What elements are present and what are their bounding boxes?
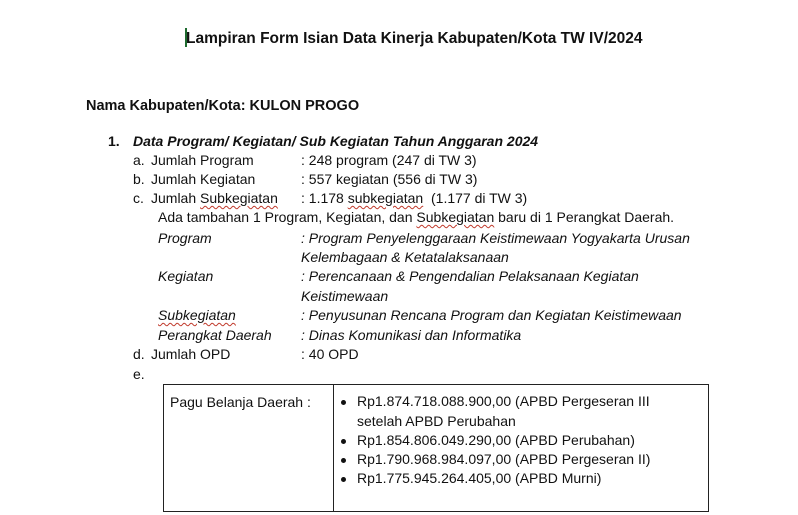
bullet-icon: [341, 477, 346, 482]
kabupaten-label: Nama Kabupaten/Kota: KULON PROGO: [86, 98, 360, 114]
perangkat-daerah-value: : Dinas Komunikasi dan Informatika: [301, 327, 522, 343]
item-d-label: Jumlah OPD: [151, 346, 231, 362]
section-number: 1.: [108, 133, 120, 149]
pagu-item-2: Rp1.854.806.049.290,00 (APBD Perubahan): [357, 432, 635, 448]
document-title: Lampiran Form Isian Data Kinerja Kabupaten/Kota TW IV/2024: [186, 30, 643, 47]
pagu-item-3: Rp1.790.968.984.097,00 (APBD Pergeseran II): [357, 451, 651, 467]
item-e-marker: e.: [133, 366, 145, 382]
item-c-marker: c.: [133, 190, 144, 206]
pagu-column-divider: [333, 385, 334, 511]
item-d-value: : 40 OPD: [301, 346, 359, 362]
item-c-label: Jumlah Subkegiatan: [151, 190, 278, 206]
item-b-label: Jumlah Kegiatan: [151, 171, 256, 187]
pagu-item-1-line2: setelah APBD Perubahan: [357, 413, 516, 429]
section-title: Data Program/ Kegiatan/ Sub Kegiatan Tahun Anggaran 2024: [133, 133, 539, 149]
pagu-label: Pagu Belanja Daerah :: [170, 394, 311, 410]
kegiatan-label: Kegiatan: [158, 268, 214, 284]
note-text: Ada tambahan 1 Program, Kegiatan, dan Subkegiatan baru di 1 Perangkat Daerah.: [158, 209, 675, 225]
program-value-line2: Kelembagaan & Ketatalaksanaan: [301, 249, 509, 265]
item-b-marker: b.: [133, 171, 145, 187]
item-d-marker: d.: [133, 346, 145, 362]
item-a-marker: a.: [133, 152, 145, 168]
kegiatan-value-line1: : Perencanaan & Pengendalian Pelaksanaan Kegiatan: [301, 268, 639, 284]
program-label: Program: [158, 230, 212, 246]
perangkat-daerah-label: Perangkat Daerah: [158, 327, 272, 343]
item-a-label: Jumlah Program: [151, 152, 254, 168]
item-c-value: : 1.178 subkegiatan (1.177 di TW 3): [301, 190, 528, 206]
kegiatan-value-line2: Keistimewaan: [301, 288, 389, 304]
subkegiatan-label: Subkegiatan: [158, 307, 236, 323]
pagu-item-4: Rp1.775.945.264.405,00 (APBD Murni): [357, 470, 602, 486]
pagu-table: [163, 384, 709, 512]
bullet-icon: [341, 458, 346, 463]
subkegiatan-value: : Penyusunan Rencana Program dan Kegiatan Keistimewaan: [301, 307, 682, 323]
pagu-item-1-line1: Rp1.874.718.088.900,00 (APBD Pergeseran III: [357, 393, 650, 409]
bullet-icon: [341, 439, 346, 444]
bullet-icon: [341, 400, 346, 405]
item-a-value: : 248 program (247 di TW 3): [301, 152, 477, 168]
item-b-value: : 557 kegiatan (556 di TW 3): [301, 171, 478, 187]
program-value-line1: : Program Penyelenggaraan Keistimewaan Yogyakarta Urusan: [301, 230, 690, 246]
